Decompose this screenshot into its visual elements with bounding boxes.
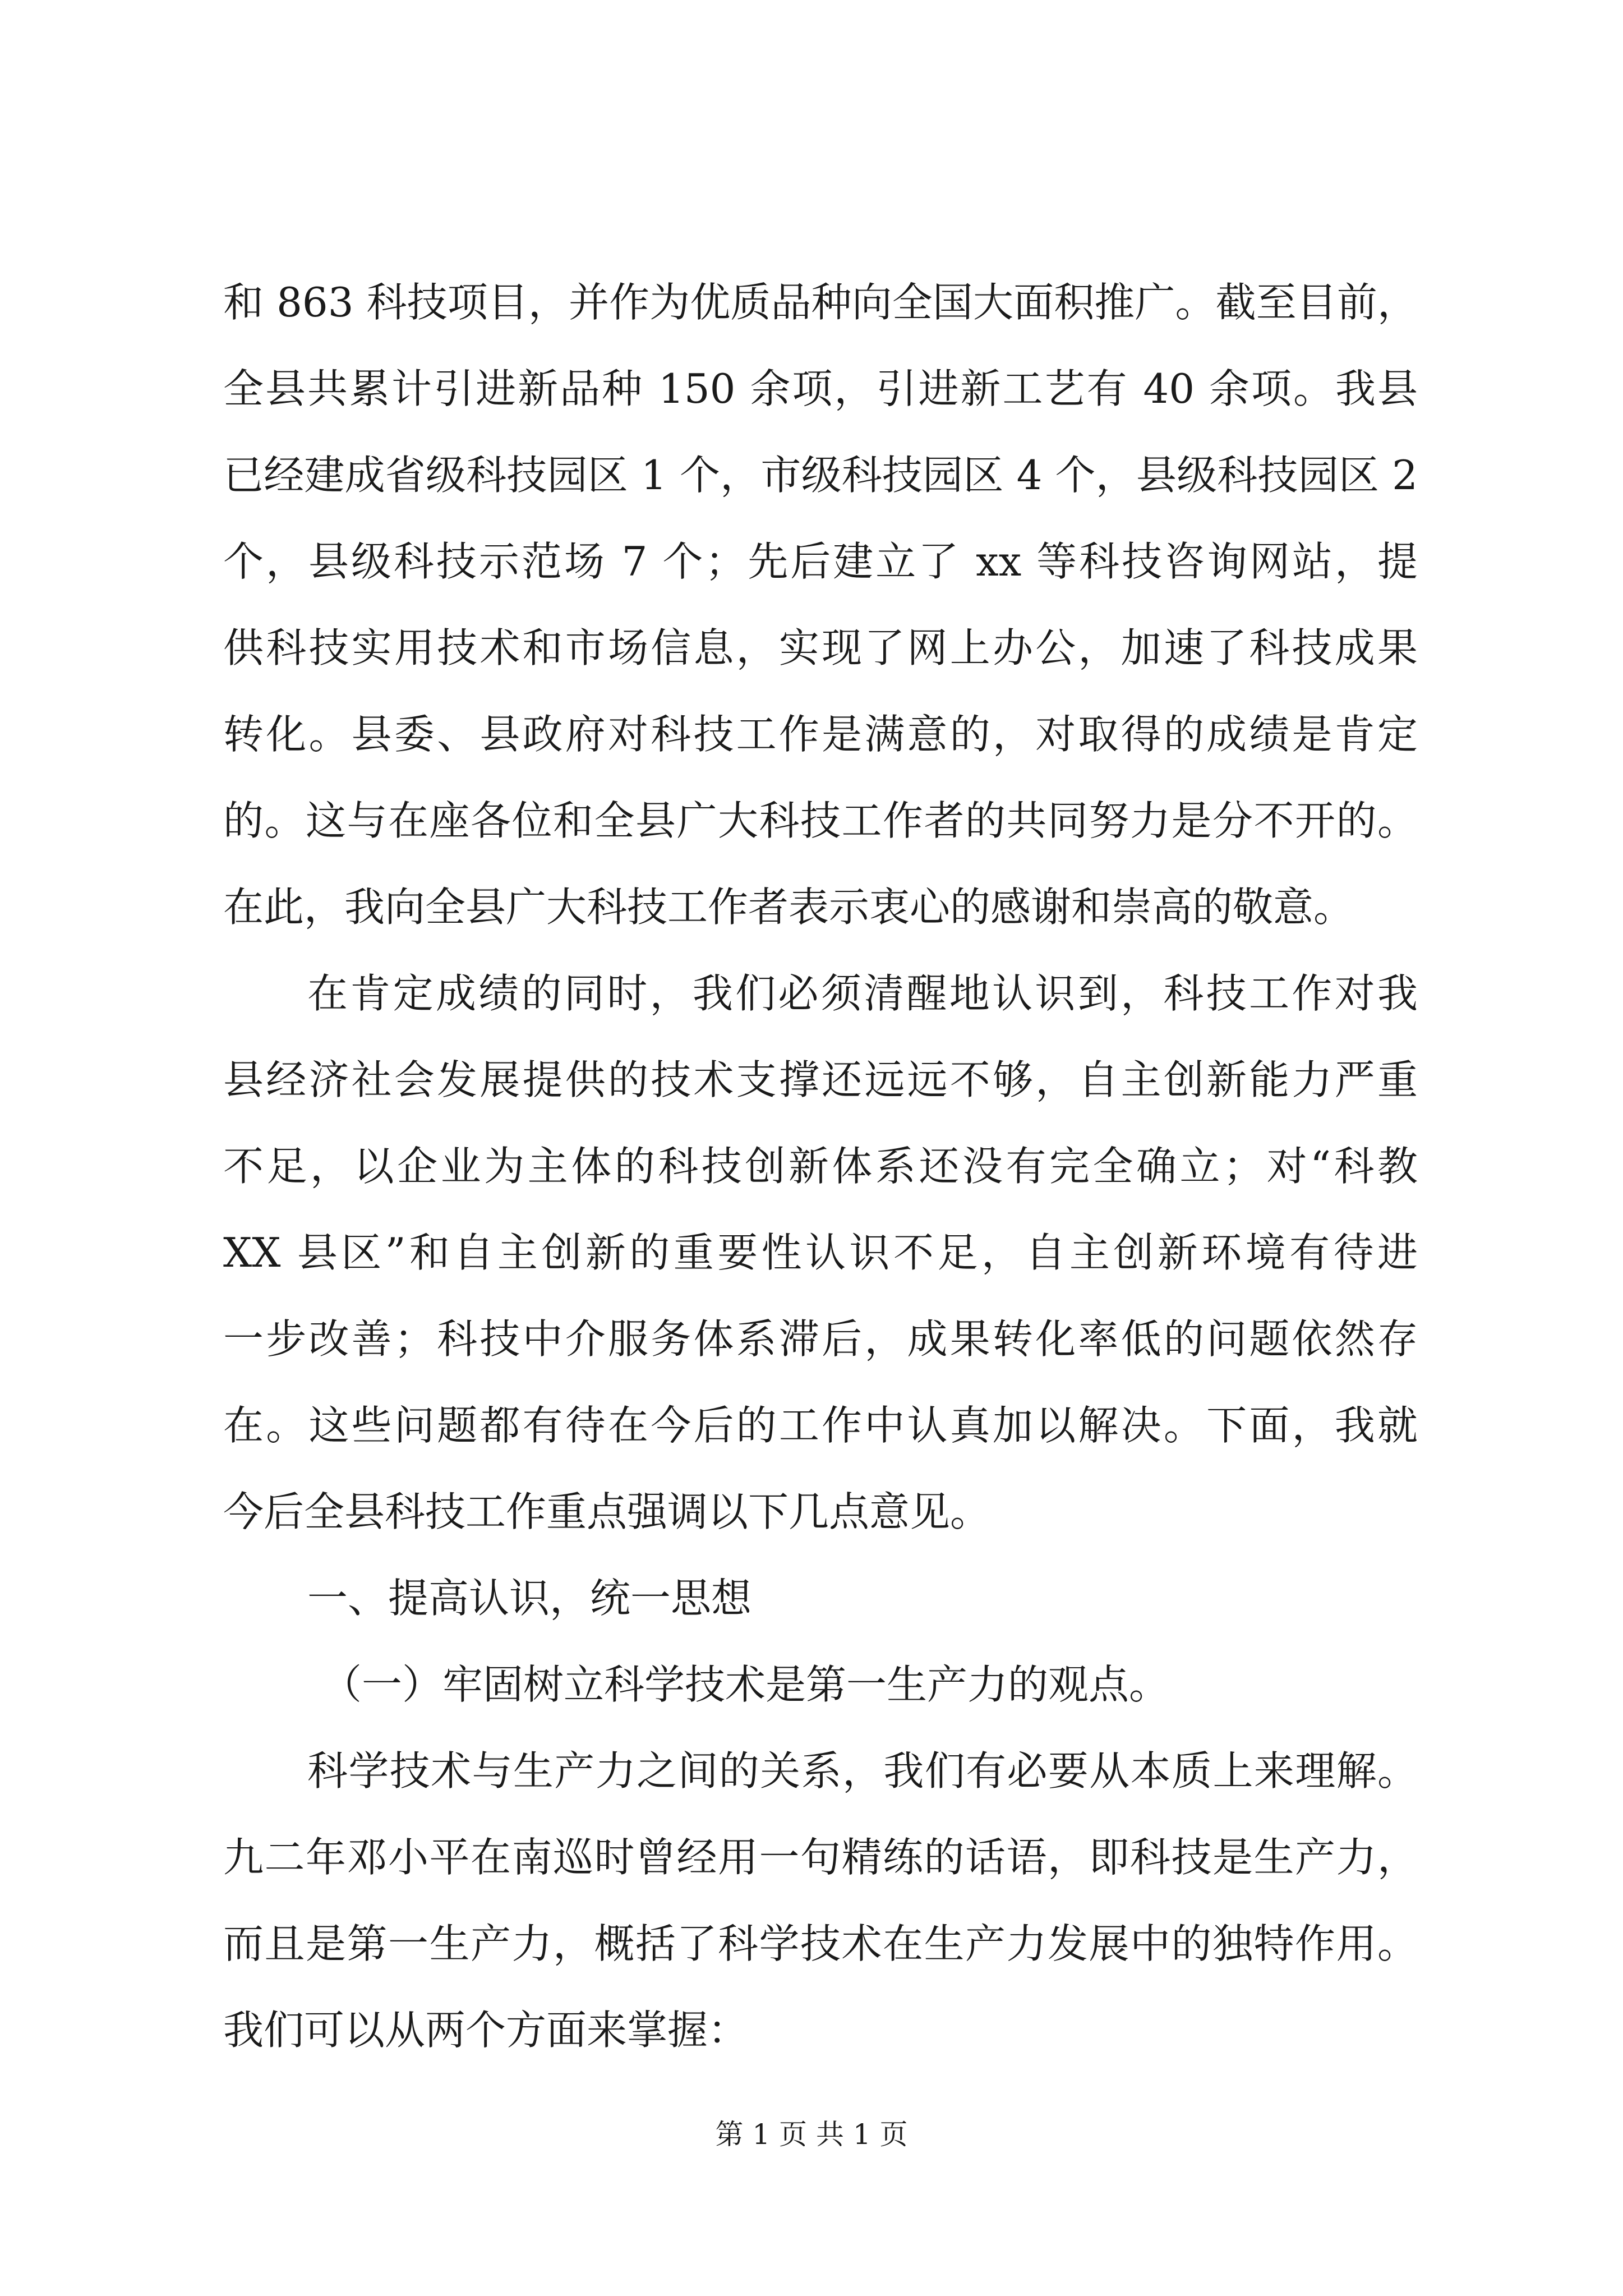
page-number-footer: 第 1 页 共 1 页	[715, 2118, 908, 2151]
section-heading: 一、提高认识，统一思想	[307, 1575, 752, 1622]
text-line: 在肯定成绩的同时，我们必须清醒地认识到，科技工作对我	[307, 970, 1418, 1017]
subsection-heading: （一）牢固树立科学技术是第一生产力的观点。	[321, 1661, 1170, 1708]
text-line: 县经济社会发展提供的技术支撑还远远不够，自主创新能力严重	[223, 1056, 1418, 1103]
text-line: 已经建成省级科技园区 1 个，市级科技园区 4 个，县级科技园区 2	[223, 452, 1418, 499]
text-line: XX 县区”和自主创新的重要性认识不足，自主创新环境有待进	[223, 1229, 1418, 1276]
text-line: 个，县级科技示范场 7 个；先后建立了 xx 等科技咨询网站，提	[223, 538, 1418, 585]
text-line: 而且是第一生产力，概括了科学技术在生产力发展中的独特作用。	[223, 1920, 1418, 1967]
text-line: 在。这些问题都有待在今后的工作中认真加以解决。下面，我就	[223, 1402, 1418, 1449]
text-line: 在此，我向全县广大科技工作者表示衷心的感谢和崇高的敬意。	[223, 884, 1354, 931]
text-line: 不足，以企业为主体的科技创新体系还没有完全确立；对“科教	[223, 1143, 1418, 1190]
text-line: 一步改善；科技中介服务体系滞后，成果转化率低的问题依然存	[223, 1315, 1418, 1363]
text-line: 九二年邓小平在南巡时曾经用一句精练的话语，即科技是生产力，	[223, 1834, 1418, 1881]
text-line: 今后全县科技工作重点强调以下几点意见。	[223, 1488, 991, 1535]
text-line: 和 863 科技项目，并作为优质品种向全国大面积推广。截至目前，	[223, 279, 1418, 326]
text-line: 科学技术与生产力之间的关系，我们有必要从本质上来理解。	[307, 1747, 1418, 1795]
text-line: 我们可以从两个方面来掌握：	[223, 2007, 749, 2054]
text-line: 全县共累计引进新品种 150 余项，引进新工艺有 40 余项。我县	[223, 365, 1418, 412]
text-line: 供科技实用技术和市场信息，实现了网上办公，加速了科技成果	[223, 624, 1418, 671]
body-text	[223, 259, 1418, 2073]
text-line: 的。这与在座各位和全县广大科技工作者的共同努力是分不开的。	[223, 797, 1418, 844]
text-line: 转化。县委、县政府对科技工作是满意的，对取得的成绩是肯定	[223, 711, 1418, 758]
